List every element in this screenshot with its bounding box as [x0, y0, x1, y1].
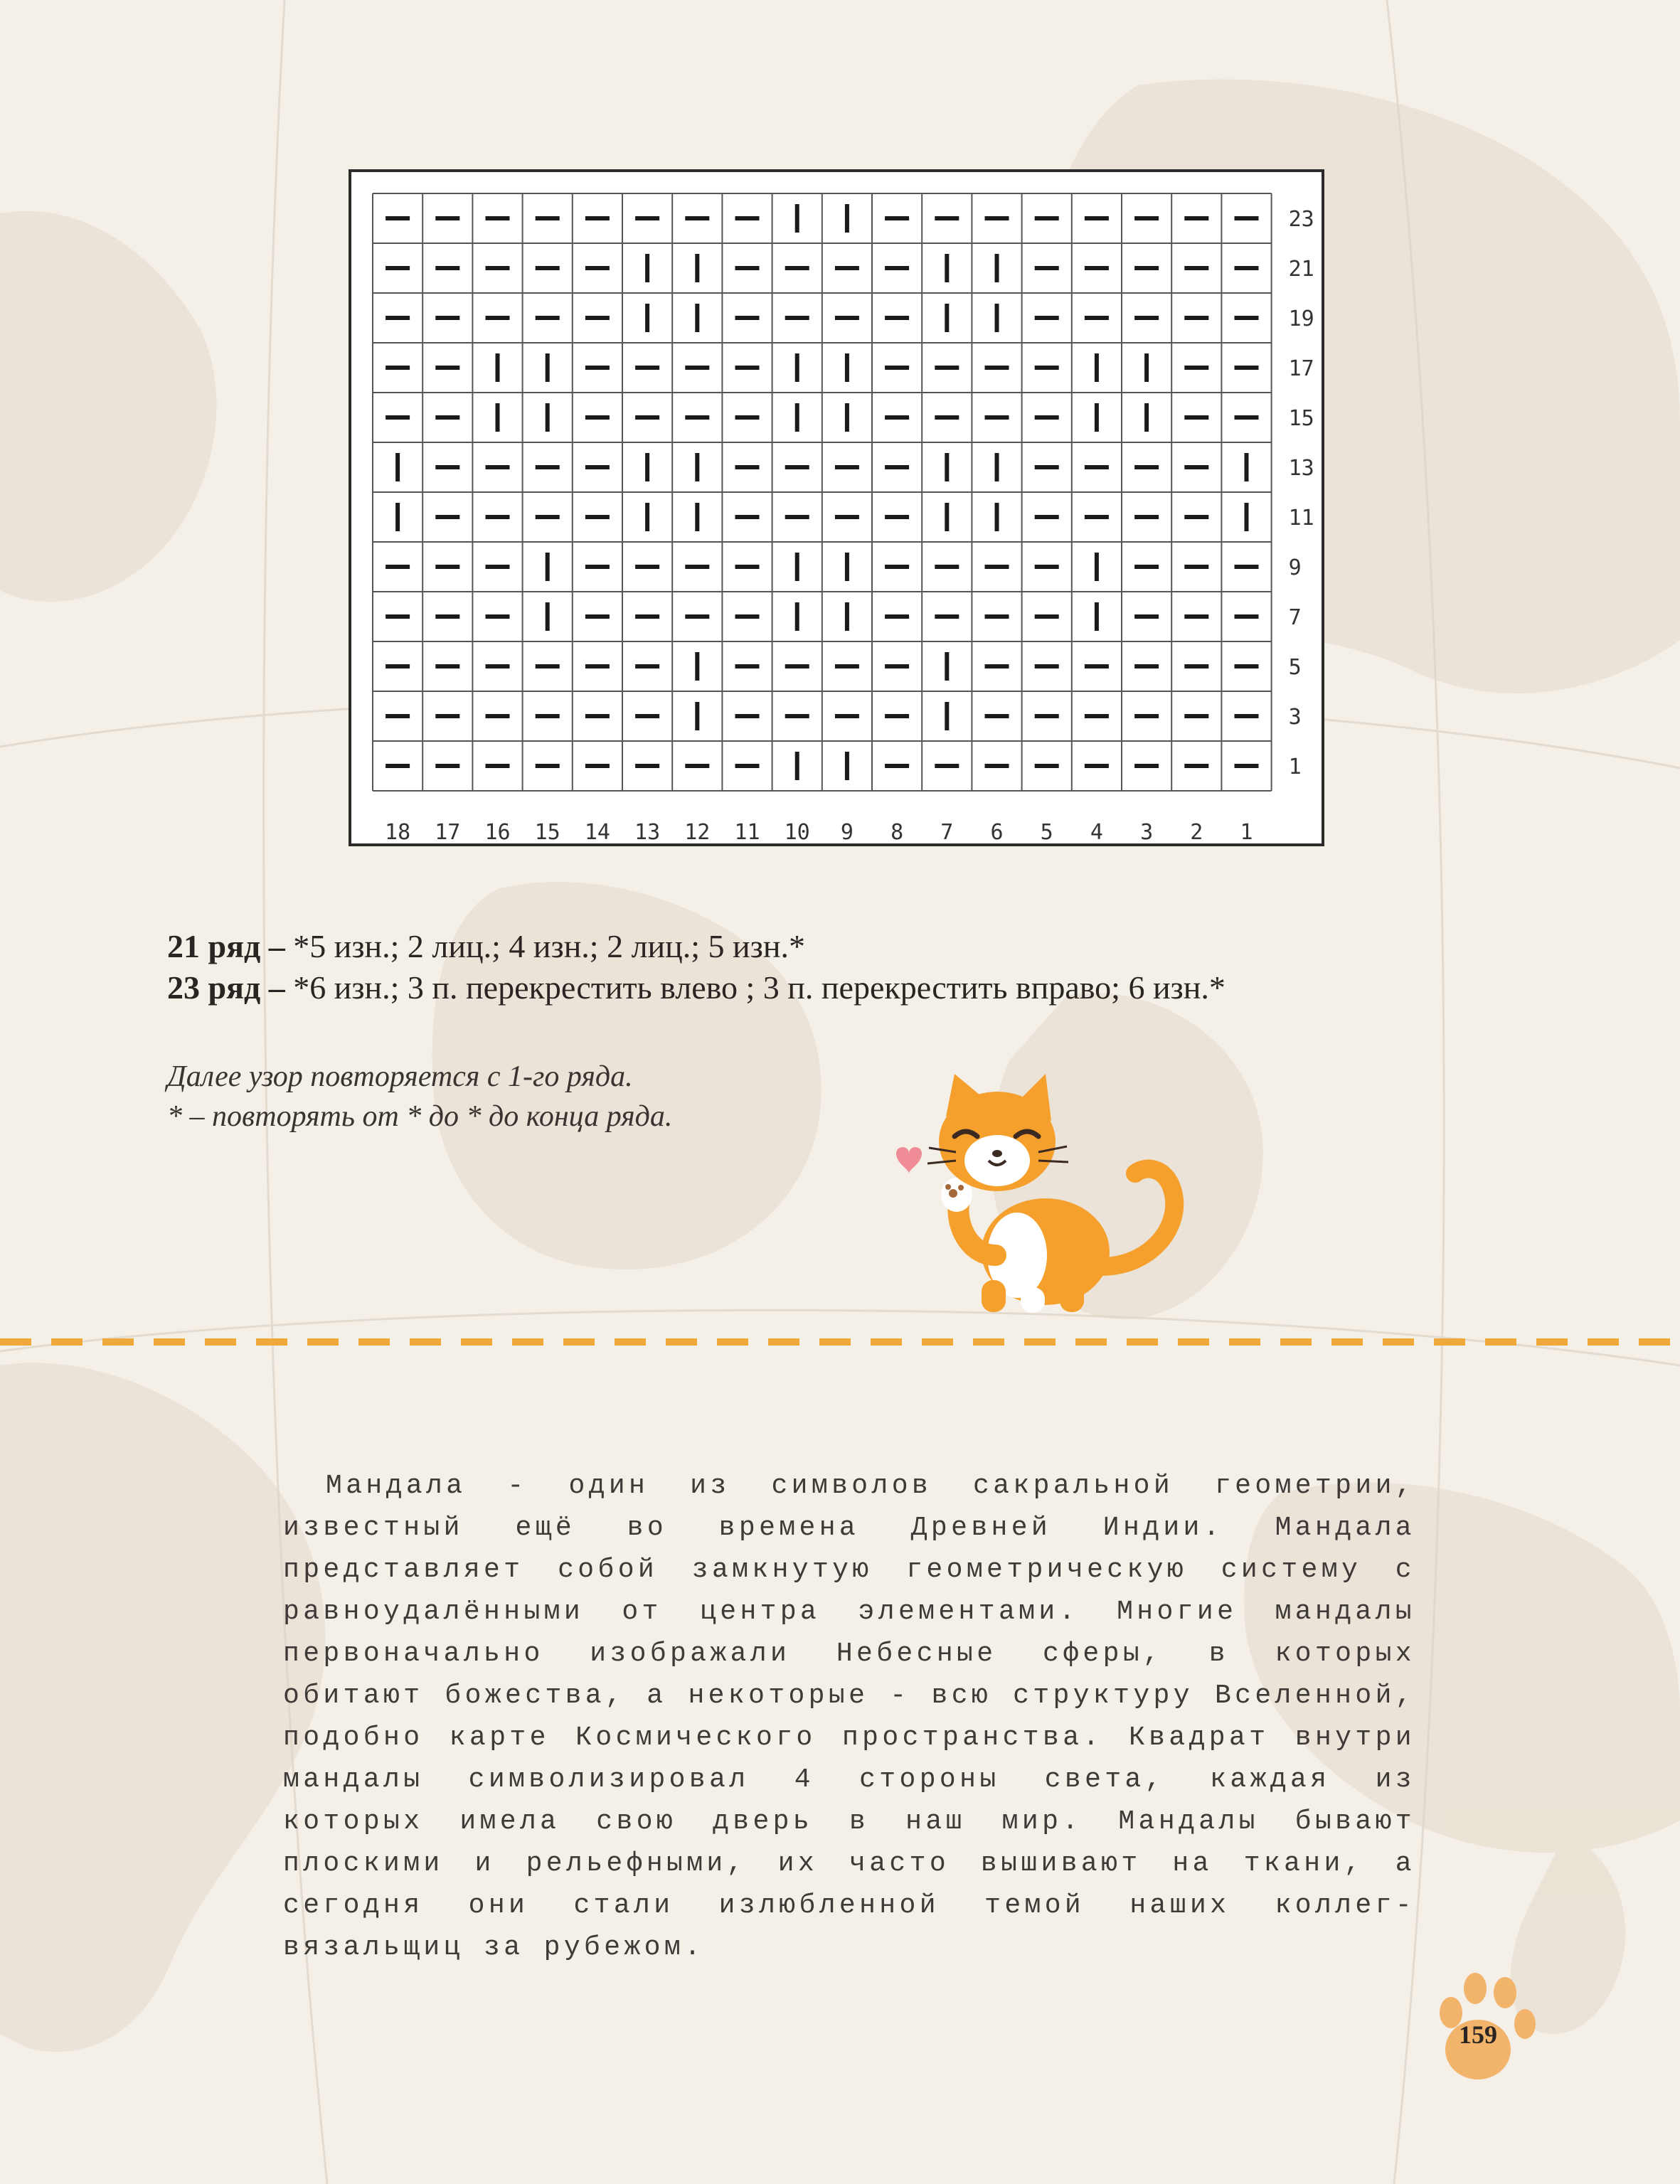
- column-number-label: 11: [734, 820, 760, 843]
- column-number-label: 3: [1140, 820, 1154, 843]
- column-number-label: 9: [840, 820, 854, 843]
- knitting-chart-grid: [351, 172, 1322, 843]
- column-number-label: 1: [1240, 820, 1253, 843]
- row-number-label: 21: [1288, 257, 1314, 282]
- column-number-label: 7: [940, 820, 954, 843]
- column-number-label: 14: [584, 820, 610, 843]
- section-divider: [0, 1338, 1680, 1346]
- column-number-label: 8: [890, 820, 904, 843]
- row-number-label: 11: [1288, 506, 1314, 531]
- row-number-label: 13: [1288, 456, 1314, 481]
- note-repeat: Далее узор повторяется с 1-го ряда.: [167, 1060, 633, 1093]
- column-number-label: 5: [1040, 820, 1053, 843]
- row-number-label: 15: [1288, 406, 1314, 431]
- row-number-label: 7: [1288, 605, 1302, 630]
- column-number-label: 2: [1190, 820, 1203, 843]
- note-asterisk: * – повторять от * до * до конца ряда.: [167, 1100, 673, 1133]
- column-number-label: 16: [484, 820, 511, 843]
- row-number-label: 1: [1288, 755, 1302, 779]
- column-number-label: 18: [385, 820, 411, 843]
- mandala-description: [283, 1465, 1415, 1969]
- mandala-paragraph: Мандала - один из символов сакральной геометрии, известный ещё во времена Древней Индии. Мандала представляет собой замкнутую геометрическую систему с равноудалёнными от центра элементами. Многие мандалы первоначально изображали Небесные сферы, в которых обитают божества, а некоторые - всю структуру Вселенной, подобно карте Космического пространства. Квадрат внутри мандалы символизировал 4 стороны света, каждая из которых имела свою дверь в наш мир. Мандалы бывают плоскими и рельефными, их часто вышивают на ткани, а сегодня они стали излюбленной темой наших коллег-вязальщиц за рубежом.: [283, 1471, 1415, 1963]
- row-instructions: [167, 926, 1376, 1008]
- row-number-label: 5: [1288, 655, 1302, 680]
- instruction-row-23: [167, 967, 1376, 1008]
- column-number-label: 10: [784, 820, 810, 843]
- knitting-chart: [349, 169, 1324, 846]
- row-text: *6 изн.; 3 п. перекрестить влево ; 3 п. перекрестить вправо; 6 изн.*: [285, 969, 1226, 1006]
- column-number-label: 13: [634, 820, 661, 843]
- row-label: 23 ряд –: [167, 969, 285, 1006]
- row-label: 21 ряд –: [167, 928, 285, 964]
- page-number: 159: [1459, 2020, 1497, 2049]
- column-number-label: 6: [990, 820, 1004, 843]
- row-number-label: 19: [1288, 307, 1314, 331]
- column-number-label: 4: [1090, 820, 1103, 843]
- row-number-label: 3: [1288, 705, 1302, 730]
- column-number-label: 17: [435, 820, 461, 843]
- row-number-label: 17: [1288, 356, 1314, 381]
- column-number-label: 12: [684, 820, 711, 843]
- cat-illustration: [875, 1074, 1188, 1316]
- instruction-row-21: [167, 926, 1376, 967]
- row-number-label: 9: [1288, 555, 1302, 580]
- column-number-label: 15: [534, 820, 560, 843]
- row-text: *5 изн.; 2 лиц.; 4 изн.; 2 лиц.; 5 изн.*: [285, 928, 805, 964]
- row-number-label: 23: [1288, 207, 1314, 232]
